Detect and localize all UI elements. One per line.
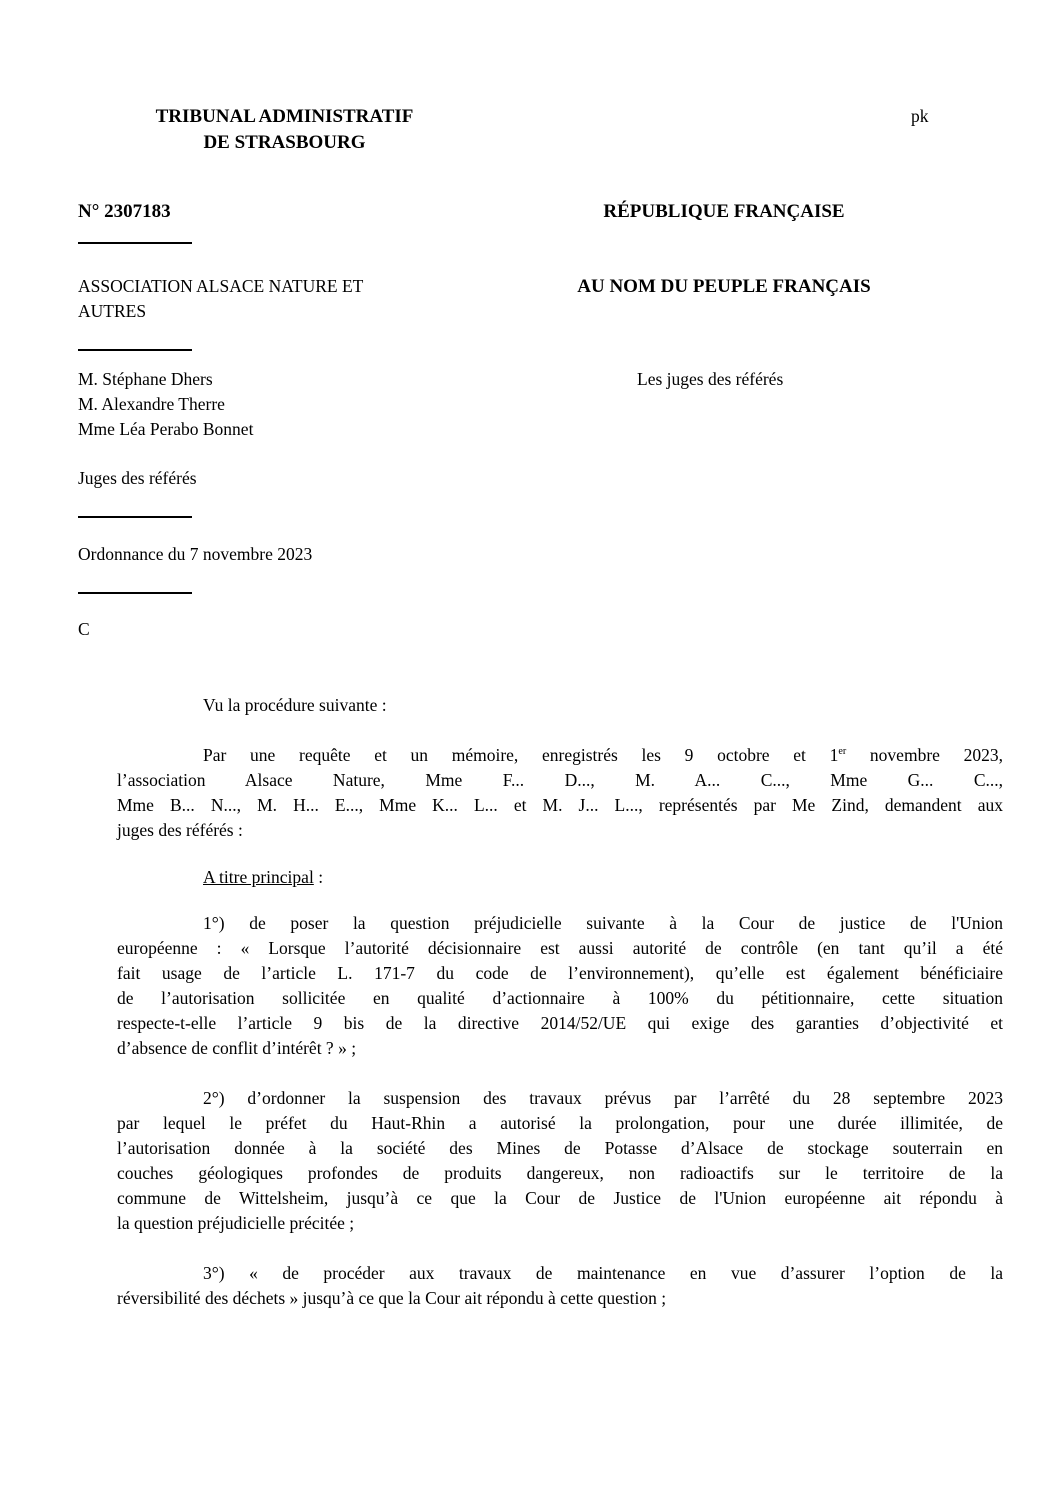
court-name	[78, 104, 491, 156]
claim-line: de l’autorisation sollicitée en qualité d’actionnaire à 100% du pétitionnaire, cette situation	[117, 988, 1003, 1008]
procedure-intro-text: Vu la procédure suivante :	[203, 695, 387, 715]
request-paragraph	[117, 743, 1003, 843]
separator-line	[78, 574, 192, 594]
judge-name: M. Stéphane Dhers	[78, 369, 213, 389]
claim-line: la question préjudicielle précitée ;	[117, 1213, 355, 1233]
judges-list	[78, 367, 1058, 442]
claim-3	[117, 1261, 1003, 1311]
judge-name: Mme Léa Perabo Bonnet	[78, 419, 254, 439]
classification-code: C	[78, 619, 90, 639]
case-heading-row	[0, 199, 1058, 224]
claim-1	[117, 911, 1003, 1061]
clerk-initials: pk	[911, 106, 929, 126]
claim-line: respecte-t-elle l’article 9 bis de la directive 2014/52/UE qui exige des garanties d’objectivité et	[117, 1013, 1003, 1033]
claim-line: européenne : « Lorsque l’autorité décisionnaire est aussi autorité de contrôle (en tant qu’il a été	[117, 938, 1003, 958]
judges-row	[0, 367, 1058, 442]
claim-line: réversibilité des déchets » jusqu’à ce que la Cour ait répondu à cette question ;	[117, 1288, 667, 1308]
claim-line: d’absence de conflit d’intérêt ? » ;	[117, 1038, 357, 1058]
court-name-line2: DE STRASBOURG	[203, 132, 366, 153]
claim-line: par lequel le préfet du Haut-Rhin a autorisé la prolongation, pour une durée illimitée, de	[117, 1113, 1003, 1133]
claim-line: 1°) de poser la question préjudicielle suivante à la Cour de justice de l'Union	[203, 913, 1003, 933]
claim-line: commune de Wittelsheim, jusqu’à ce que la Cour de Justice de l'Union européenne ait répondu à	[117, 1188, 1003, 1208]
judge-name: M. Alexandre Therre	[78, 394, 225, 414]
judges-title: Les juges des référés	[637, 369, 784, 389]
separator-line	[78, 224, 192, 244]
separator-line	[78, 331, 192, 351]
petitioner-name-line2: AUTRES	[78, 301, 147, 321]
principal-heading-colon: :	[313, 867, 324, 887]
request-paragraph-line: l’association Alsace Nature, Mme F... D..., M. A... C..., Mme G... C...,	[117, 770, 1003, 790]
request-paragraph-line: Mme B... N..., M. H... E..., Mme K... L... et M. J... L..., représentés par Me Zind, demandent aux	[117, 795, 1003, 815]
claim-2	[117, 1086, 1003, 1236]
claim-line: l’autorisation donnée à la société des Mines de Potasse d’Alsace de stockage souterrain en	[117, 1138, 1003, 1158]
principal-heading-text: A titre principal	[203, 867, 314, 887]
request-paragraph-line	[117, 743, 1003, 768]
principal-heading	[117, 865, 1003, 890]
claim-line: fait usage de l’article L. 171-7 du code de l’environnement), qu’elle est également bénéficiaire	[117, 963, 1003, 983]
request-paragraph-line: juges des référés :	[117, 820, 243, 840]
case-number: N° 2307183	[78, 201, 171, 222]
judges-label: Juges des référés	[78, 468, 197, 488]
document-body	[0, 693, 1058, 1311]
in-the-name-heading: AU NOM DU PEUPLE FRANÇAIS	[577, 276, 871, 297]
claim-line: 3°) « de procéder aux travaux de maintenance en vue d’assurer l’option de la	[203, 1263, 1003, 1283]
request-line1-after: novembre 2023,	[846, 745, 1003, 765]
order-date: Ordonnance du 7 novembre 2023	[78, 544, 313, 564]
petitioner-row	[0, 274, 1058, 324]
republic-heading: RÉPUBLIQUE FRANÇAISE	[603, 201, 845, 222]
claim-line: 2°) d’ordonner la suspension des travaux prévus par l’arrêté du 28 septembre 2023	[203, 1088, 1003, 1108]
claim-line: couches géologiques profondes de produits dangereux, non radioactifs sur le territoire de la	[117, 1163, 1003, 1183]
request-line1-before: Par une requête et un mémoire, enregistrés les 9 octobre et 1	[203, 745, 839, 765]
court-name-line1: TRIBUNAL ADMINISTRATIF	[155, 106, 414, 127]
ordinal-superscript: er	[838, 746, 847, 758]
separator-line	[78, 498, 192, 518]
petitioner-name-line1: ASSOCIATION ALSACE NATURE ET	[78, 276, 364, 296]
procedure-intro	[117, 693, 1003, 718]
